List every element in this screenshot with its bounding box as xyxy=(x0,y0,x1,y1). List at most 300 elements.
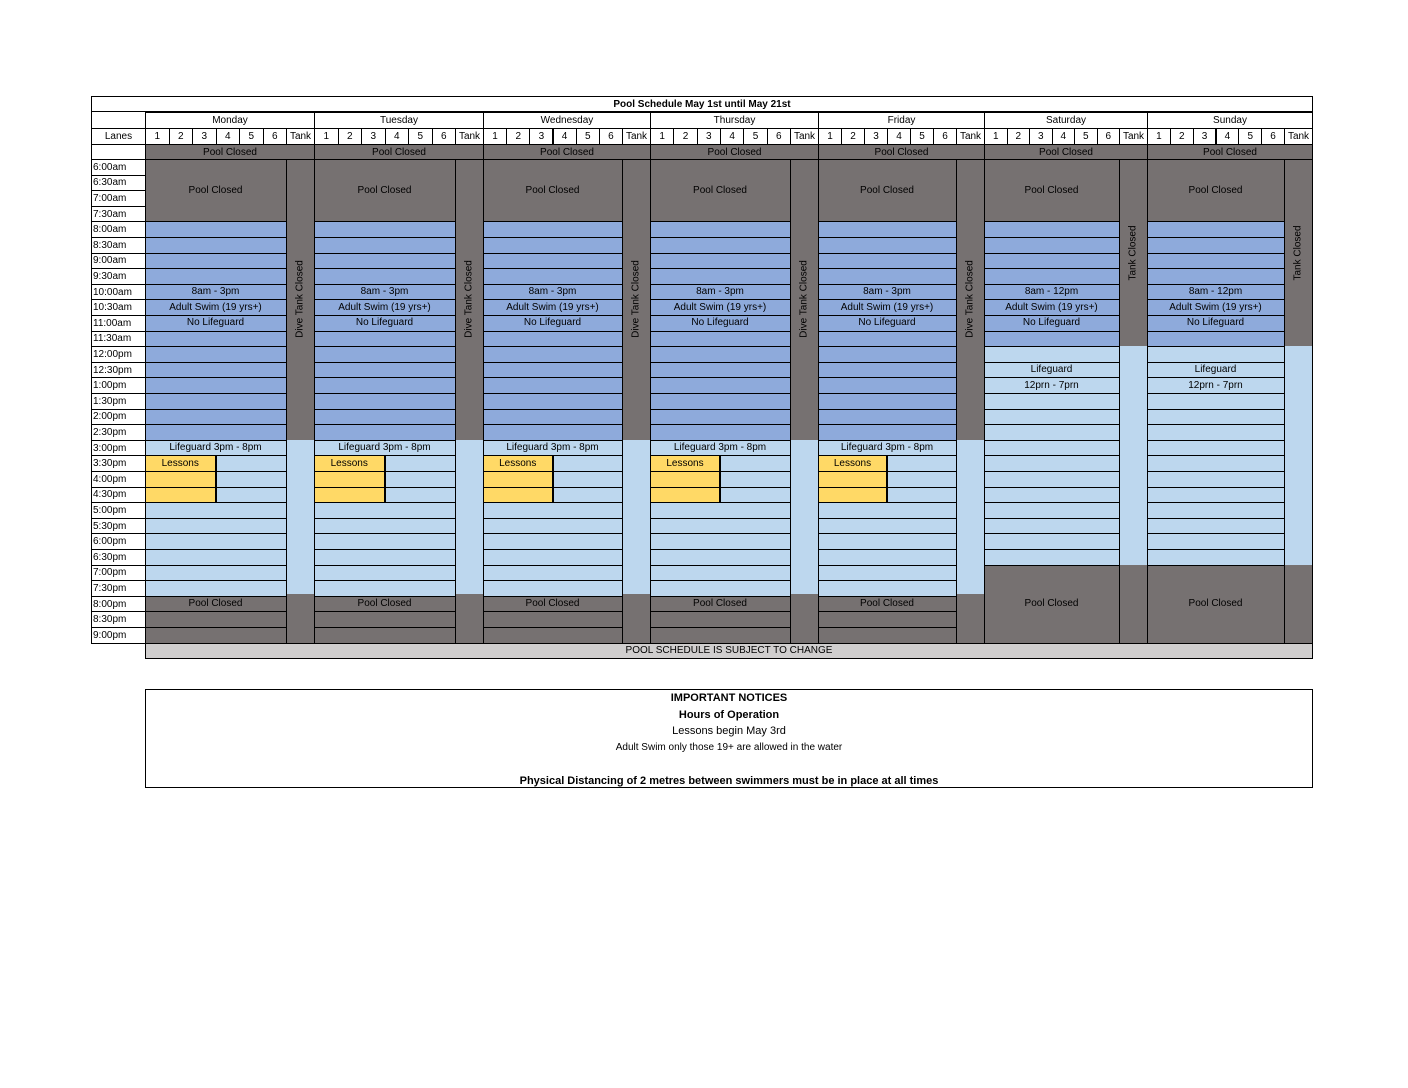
pool-closed-morning xyxy=(1147,159,1284,221)
grid-line xyxy=(145,221,287,222)
grid-line xyxy=(314,596,456,597)
grid-line xyxy=(145,377,287,378)
lifeguard-hours: Lifeguard 3pm - 8pm xyxy=(169,442,262,454)
lane-number: 4 xyxy=(720,128,744,145)
day-header-friday: Friday xyxy=(818,112,985,129)
lane-number: 6 xyxy=(599,128,623,145)
pool-closed-morning xyxy=(818,159,956,221)
lane-number: 2 xyxy=(1170,128,1194,145)
pool-closed-early: Pool Closed xyxy=(145,144,315,160)
grid-line xyxy=(483,424,623,425)
grid-line xyxy=(1119,159,1147,160)
grid-line xyxy=(1147,424,1285,425)
grid-line xyxy=(650,253,791,254)
pool-closed-early: Pool Closed xyxy=(818,144,985,160)
lifeguard-weekend-hours: 12prn - 7prn xyxy=(1024,379,1079,391)
day-header-tuesday: Tuesday xyxy=(314,112,484,129)
time-label: 9:00am xyxy=(91,253,146,270)
lifeguard-hours: Lifeguard 3pm - 8pm xyxy=(673,442,767,454)
adult-swim-label: Adult Swim (19 yrs+) xyxy=(169,301,262,313)
grid-line xyxy=(650,393,791,394)
grid-line xyxy=(145,346,287,347)
grid-line xyxy=(984,518,1120,519)
grid-line xyxy=(145,518,287,519)
time-label: 11:30am xyxy=(91,331,146,348)
grid-line xyxy=(984,393,1120,394)
grid-line xyxy=(1147,284,1285,285)
lessons-block xyxy=(483,455,553,502)
lane-number: 1 xyxy=(650,128,674,145)
tank-pool-closed xyxy=(1119,565,1147,643)
grid-line xyxy=(145,315,287,316)
grid-line xyxy=(314,611,456,612)
grid-line xyxy=(1147,565,1285,566)
lane-number: 2 xyxy=(506,128,530,145)
time-label: 2:30pm xyxy=(91,424,146,441)
grid-line xyxy=(483,331,623,332)
grid-line xyxy=(314,533,456,534)
grid-line xyxy=(650,268,791,269)
tank-lifeguard xyxy=(956,440,984,594)
pool-closed-evening xyxy=(984,565,1119,643)
pool-closed-morning-label: Pool Closed xyxy=(1188,184,1243,196)
grid-line xyxy=(818,627,957,628)
lane-number: 1 xyxy=(1147,128,1171,145)
grid-line xyxy=(1147,268,1285,269)
dive-tank-closed-monday xyxy=(286,159,314,440)
grid-line xyxy=(1147,533,1285,534)
lane-number: 4 xyxy=(216,128,241,145)
no-lifeguard-label: No Lifeguard xyxy=(1186,317,1245,329)
grid-line xyxy=(1147,253,1285,254)
pool-closed-evening-label: Pool Closed xyxy=(1024,598,1079,610)
lane-number: 6 xyxy=(263,128,288,145)
grid-line xyxy=(818,159,957,160)
grid-line xyxy=(818,221,957,222)
pool-closed-morning-label: Pool Closed xyxy=(525,184,580,196)
time-label: 1:30pm xyxy=(91,393,146,410)
grid-line xyxy=(1147,549,1285,550)
lane-number: 3 xyxy=(361,128,386,145)
pool-closed-morning xyxy=(483,159,622,221)
time-label: 3:00pm xyxy=(91,440,146,457)
grid-line xyxy=(818,362,957,363)
grid-line xyxy=(650,565,791,566)
lanes-label: Lanes xyxy=(91,128,146,145)
grid-line xyxy=(145,596,287,597)
grid-line xyxy=(483,268,623,269)
pool-closed-evening-label: Pool Closed xyxy=(525,598,580,610)
grid-line xyxy=(984,284,1120,285)
tank-border xyxy=(455,159,456,644)
lane-tank: Tank xyxy=(1119,128,1148,145)
grid-line xyxy=(984,487,1120,488)
time-label: 4:30pm xyxy=(91,487,146,504)
dive-tank-closed-tuesday xyxy=(455,159,483,440)
grid-line xyxy=(483,346,623,347)
pool-closed-evening xyxy=(145,596,286,643)
grid-line xyxy=(1147,299,1285,300)
time-label: 9:00pm xyxy=(91,627,146,644)
pool-closed-early: Pool Closed xyxy=(650,144,819,160)
grid-line xyxy=(483,440,623,441)
lessons-block xyxy=(314,455,385,502)
lane-number: 4 xyxy=(1216,128,1240,145)
time-label: 6:30am xyxy=(91,175,146,192)
lane-number: 3 xyxy=(1193,128,1217,145)
grid-line xyxy=(650,533,791,534)
grid-line xyxy=(650,596,791,597)
lane-number: 1 xyxy=(984,128,1008,145)
grid-line xyxy=(314,549,456,550)
dive-tank-closed-label: Dive Tank Closed xyxy=(630,260,642,339)
grid-line xyxy=(314,580,456,581)
adult-swim-label: Adult Swim (19 yrs+) xyxy=(338,301,431,313)
lane-tank: Tank xyxy=(286,128,315,145)
no-lifeguard-label: No Lifeguard xyxy=(691,317,749,329)
grid-line xyxy=(145,502,287,503)
schedule-title: Pool Schedule May 1st until May 21st xyxy=(91,96,1313,112)
lane-tank: Tank xyxy=(956,128,985,145)
grid-line xyxy=(1147,221,1285,222)
day-border xyxy=(483,159,484,644)
tank-lifeguard xyxy=(1119,346,1147,564)
tank-lifeguard xyxy=(1284,346,1312,564)
grid-line xyxy=(483,362,623,363)
lifeguard-weekend-hours: 12prn - 7prn xyxy=(1188,379,1243,391)
grid-line xyxy=(650,518,791,519)
grid-line xyxy=(1147,331,1285,332)
tank-pool-closed xyxy=(622,594,650,643)
lane-number: 6 xyxy=(767,128,791,145)
grid-line xyxy=(145,362,287,363)
pool-closed-morning-label: Pool Closed xyxy=(357,184,412,196)
grid-line xyxy=(984,565,1120,566)
time-label: 7:30pm xyxy=(91,580,146,597)
grid-line xyxy=(650,284,791,285)
lane-number: 2 xyxy=(338,128,363,145)
lifeguard-label: Lifeguard xyxy=(1030,364,1073,376)
tank-closed-sunday xyxy=(1284,159,1312,346)
grid-line xyxy=(984,362,1120,363)
grid-line xyxy=(1147,471,1285,472)
grid-line xyxy=(483,284,623,285)
pool-closed-early: Pool Closed xyxy=(984,144,1148,160)
time-label: 10:30am xyxy=(91,299,146,316)
tank-closed-label: Tank Closed xyxy=(1127,225,1139,281)
lane-number: 6 xyxy=(933,128,957,145)
tank-border xyxy=(1284,159,1285,644)
grid-line xyxy=(145,533,287,534)
grid-line xyxy=(818,518,957,519)
no-lifeguard-label: No Lifeguard xyxy=(523,317,582,329)
time-label: 7:30am xyxy=(91,206,146,223)
time-label: 7:00pm xyxy=(91,565,146,582)
grid-line xyxy=(1147,409,1285,410)
grid-line xyxy=(145,299,287,300)
grid-line xyxy=(650,627,791,628)
grid-line xyxy=(483,315,623,316)
pool-closed-evening xyxy=(483,596,622,643)
grid-line xyxy=(650,362,791,363)
pool-closed-evening-label: Pool Closed xyxy=(693,598,747,610)
grid-line xyxy=(1147,237,1285,238)
grid-line xyxy=(650,315,791,316)
tank-closed-saturday xyxy=(1119,159,1147,346)
grid-line xyxy=(483,221,623,222)
grid-line xyxy=(1147,315,1285,316)
hours-of-operation: Hours of Operation xyxy=(678,708,780,721)
dive-tank-closed-thursday xyxy=(790,159,818,440)
grid-line xyxy=(1147,377,1285,378)
grid-line xyxy=(1284,159,1312,160)
grid-line xyxy=(1147,362,1285,363)
grid-line xyxy=(818,533,957,534)
lane-tank: Tank xyxy=(622,128,651,145)
grid-line xyxy=(984,159,1120,160)
lane-number: 3 xyxy=(864,128,888,145)
grid-line xyxy=(145,393,287,394)
grid-line xyxy=(314,518,456,519)
lane-number: 4 xyxy=(553,128,577,145)
lessons-label: Lessons xyxy=(666,457,704,469)
grid-line xyxy=(145,268,287,269)
grid-line xyxy=(650,377,791,378)
lane-number: 2 xyxy=(841,128,865,145)
day-header-thursday: Thursday xyxy=(650,112,819,129)
lane-number: 1 xyxy=(145,128,170,145)
lane-tank: Tank xyxy=(455,128,484,145)
pool-closed-evening xyxy=(314,596,455,643)
notices-heading: IMPORTANT NOTICES xyxy=(670,692,788,704)
grid-line xyxy=(483,502,623,503)
time-label: 6:30pm xyxy=(91,549,146,566)
grid-line xyxy=(818,440,957,441)
grid-line xyxy=(483,393,623,394)
grid-line xyxy=(483,159,623,160)
pool-closed-evening-label: Pool Closed xyxy=(188,598,243,610)
grid-line xyxy=(314,221,456,222)
grid-line xyxy=(650,159,791,160)
day-header-wednesday: Wednesday xyxy=(483,112,651,129)
time-label: 11:00am xyxy=(91,315,146,332)
grid-line xyxy=(818,331,957,332)
lessons-label: Lessons xyxy=(330,457,368,469)
day-border xyxy=(314,159,315,644)
lane-number: 5 xyxy=(1074,128,1098,145)
tank-border xyxy=(790,159,791,644)
lane-number: 5 xyxy=(743,128,767,145)
grid-line xyxy=(483,518,623,519)
adult-swim-hours: 8am - 3pm xyxy=(191,286,240,298)
lane-number: 5 xyxy=(1238,128,1262,145)
pool-closed-evening-label: Pool Closed xyxy=(860,598,914,610)
lane-tank: Tank xyxy=(790,128,819,145)
grid-line xyxy=(1147,487,1285,488)
grid-line xyxy=(314,409,456,410)
grid-line xyxy=(818,409,957,410)
tank-lifeguard xyxy=(286,440,314,594)
grid-line xyxy=(145,565,287,566)
grid-line xyxy=(314,502,456,503)
grid-line xyxy=(818,253,957,254)
pool-closed-morning-label: Pool Closed xyxy=(188,184,243,196)
grid-line xyxy=(818,315,957,316)
grid-line xyxy=(1147,440,1285,441)
adult-swim-hours: 8am - 3pm xyxy=(863,286,911,298)
grid-line xyxy=(314,237,456,238)
lane-number: 1 xyxy=(483,128,507,145)
grid-line xyxy=(145,611,287,612)
lane-number: 3 xyxy=(1029,128,1053,145)
lane-number: 2 xyxy=(169,128,194,145)
grid-line xyxy=(818,393,957,394)
grid-line xyxy=(818,565,957,566)
grid-line xyxy=(650,346,791,347)
grid-line xyxy=(314,159,456,160)
grid-line xyxy=(145,580,287,581)
grid-line xyxy=(1147,518,1285,519)
grid-line xyxy=(818,596,957,597)
pool-closed-morning-label: Pool Closed xyxy=(693,184,747,196)
pool-closed-early: Pool Closed xyxy=(483,144,651,160)
pool-closed-morning-label: Pool Closed xyxy=(860,184,914,196)
grid-line xyxy=(818,299,957,300)
grid-line xyxy=(483,596,623,597)
outer-border xyxy=(1312,96,1313,644)
time-label: 8:00pm xyxy=(91,596,146,613)
time-label: 8:00am xyxy=(91,221,146,238)
grid-line xyxy=(314,362,456,363)
tank-lifeguard xyxy=(790,440,818,594)
distancing-notice: Physical Distancing of 2 metres between swimmers must be in place at all times xyxy=(519,774,939,787)
grid-line xyxy=(650,299,791,300)
grid-line xyxy=(984,221,1120,222)
adult-swim-hours: 8am - 3pm xyxy=(696,286,744,298)
grid-line xyxy=(286,159,314,160)
pool-closed-early: Pool Closed xyxy=(314,144,484,160)
day-border xyxy=(650,159,651,644)
grid-line xyxy=(984,315,1120,316)
lessons-border xyxy=(720,455,721,502)
grid-line xyxy=(984,377,1120,378)
grid-line xyxy=(145,253,287,254)
grid-line xyxy=(650,331,791,332)
grid-line xyxy=(984,502,1120,503)
lane-number: 6 xyxy=(1261,128,1285,145)
pool-closed-evening-label: Pool Closed xyxy=(357,598,412,610)
grid-line xyxy=(483,409,623,410)
tank-border xyxy=(956,159,957,644)
day-border xyxy=(1147,159,1148,644)
grid-line xyxy=(818,346,957,347)
grid-line xyxy=(145,627,287,628)
grid-line xyxy=(314,393,456,394)
lessons-block xyxy=(818,455,887,502)
lessons-block xyxy=(145,455,216,502)
no-lifeguard-label: No Lifeguard xyxy=(858,317,916,329)
pool-closed-morning xyxy=(984,159,1119,221)
lessons-border xyxy=(887,455,888,502)
grid-line xyxy=(455,159,483,160)
grid-line xyxy=(314,331,456,332)
lessons-border xyxy=(553,455,554,502)
tank-lifeguard xyxy=(455,440,483,594)
lane-number: 2 xyxy=(1007,128,1031,145)
grid-line xyxy=(984,253,1120,254)
time-label: 5:00pm xyxy=(91,502,146,519)
day-header-monday: Monday xyxy=(145,112,315,129)
grid-line xyxy=(314,565,456,566)
grid-line xyxy=(483,377,623,378)
grid-line xyxy=(145,549,287,550)
time-label: 2:00pm xyxy=(91,409,146,426)
lane-number: 4 xyxy=(385,128,410,145)
time-label: 9:30am xyxy=(91,268,146,285)
time-label: 1:00pm xyxy=(91,377,146,394)
adult-swim-notice: Adult Swim only those 19+ are allowed in the water xyxy=(615,741,843,753)
adult-swim-hours: 8am - 3pm xyxy=(528,286,577,298)
pool-closed-early: Pool Closed xyxy=(1147,144,1313,160)
grid-line xyxy=(314,284,456,285)
time-label: 4:00pm xyxy=(91,471,146,488)
grid-line xyxy=(483,565,623,566)
grid-line xyxy=(818,549,957,550)
grid-line xyxy=(984,331,1120,332)
grid-line xyxy=(314,440,456,441)
dive-tank-closed-wednesday xyxy=(622,159,650,440)
grid-line xyxy=(818,424,957,425)
grid-line xyxy=(314,315,456,316)
grid-line xyxy=(483,533,623,534)
grid-line xyxy=(314,299,456,300)
grid-line xyxy=(818,268,957,269)
lifeguard-hours: Lifeguard 3pm - 8pm xyxy=(338,442,431,454)
grid-line xyxy=(483,299,623,300)
grid-line xyxy=(483,627,623,628)
dive-tank-closed-label: Dive Tank Closed xyxy=(964,260,976,339)
tank-pool-closed xyxy=(956,594,984,643)
pool-closed-evening xyxy=(1147,565,1284,643)
grid-line xyxy=(818,377,957,378)
adult-swim-label: Adult Swim (19 yrs+) xyxy=(506,301,599,313)
lessons-label: Lessons xyxy=(833,457,872,469)
day-border xyxy=(984,159,985,644)
lifeguard-label: Lifeguard xyxy=(1194,364,1237,376)
pool-closed-morning xyxy=(314,159,455,221)
time-label: 12:00pm xyxy=(91,346,146,363)
grid-line xyxy=(984,440,1120,441)
tank-border xyxy=(1119,159,1120,644)
grid-line xyxy=(650,237,791,238)
pool-closed-evening-label: Pool Closed xyxy=(1188,598,1243,610)
dive-tank-closed-friday xyxy=(956,159,984,440)
grid-line xyxy=(145,440,287,441)
adult-swim-label: Adult Swim (19 yrs+) xyxy=(1169,301,1262,313)
grid-line xyxy=(314,627,456,628)
grid-line xyxy=(984,549,1120,550)
grid-line xyxy=(818,237,957,238)
lane-number: 1 xyxy=(818,128,842,145)
adult-swim-label: Adult Swim (19 yrs+) xyxy=(673,301,767,313)
pool-closed-morning-label: Pool Closed xyxy=(1024,184,1079,196)
grid-line xyxy=(818,284,957,285)
grid-line xyxy=(145,409,287,410)
grid-line xyxy=(483,237,623,238)
grid-line xyxy=(145,424,287,425)
tank-pool-closed xyxy=(790,594,818,643)
time-label: 6:00am xyxy=(91,159,146,176)
